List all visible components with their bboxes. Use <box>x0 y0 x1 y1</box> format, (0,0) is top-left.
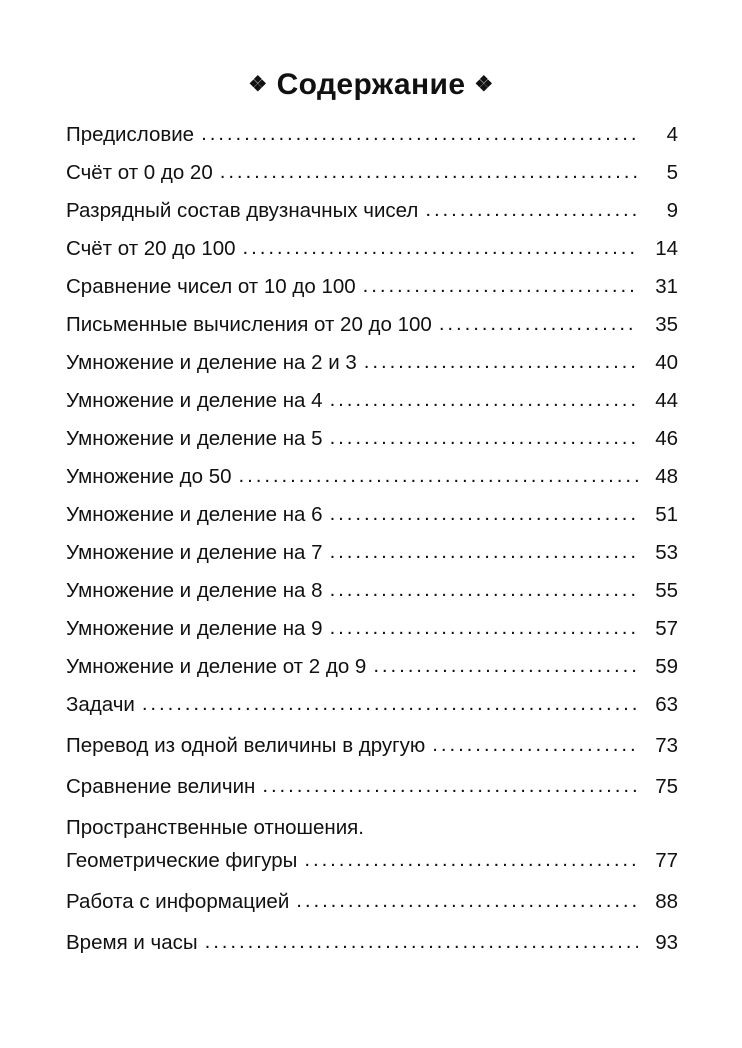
toc-entry[interactable] <box>66 505 678 543</box>
toc-dot-leader <box>243 238 638 259</box>
toc-entry[interactable] <box>66 353 678 391</box>
toc-dot-leader <box>304 850 638 871</box>
toc-dot-leader <box>296 891 638 912</box>
toc-dot-leader <box>330 618 638 639</box>
toc-entry[interactable] <box>66 777 678 818</box>
toc-dot-leader <box>330 542 638 563</box>
toc-dot-leader <box>364 352 638 373</box>
toc-entry-page-number: 63 <box>655 693 678 716</box>
toc-dot-leader <box>432 735 638 756</box>
toc-entry-page-number: 73 <box>655 734 678 757</box>
toc-dot-leader <box>330 580 638 601</box>
toc-dot-leader <box>330 390 638 411</box>
toc-entry-label: Счёт от 20 до 100 <box>66 237 236 260</box>
toc-entry-label: Умножение и деление на 4 <box>66 389 323 412</box>
page-title-text: Содержание <box>276 68 466 101</box>
toc-entry-page-number: 46 <box>655 427 678 450</box>
toc-entry[interactable] <box>66 201 678 239</box>
toc-entry-page-number: 5 <box>666 161 678 184</box>
toc-entry-label: Умножение и деление на 8 <box>66 579 323 602</box>
toc-entry[interactable] <box>66 163 678 201</box>
toc-entry-second-line <box>66 851 678 892</box>
toc-dot-leader <box>363 276 638 297</box>
toc-entry-page-number: 35 <box>655 313 678 336</box>
diamond-ornament-left-icon: ❖ <box>248 73 268 96</box>
toc-entry[interactable] <box>66 619 678 657</box>
toc-entry-page-number: 93 <box>655 931 678 954</box>
toc-dot-leader <box>262 776 638 797</box>
toc-entry-page-number: 4 <box>666 123 678 146</box>
toc-entry-label: Умножение до 50 <box>66 465 232 488</box>
toc-dot-leader <box>201 124 638 145</box>
toc-dot-leader <box>425 200 638 221</box>
toc-dot-leader <box>330 428 638 449</box>
toc-dot-leader <box>439 314 638 335</box>
toc-entry-label: Задачи <box>66 693 135 716</box>
toc-entry-label: Пространственные отношения. <box>66 816 364 839</box>
toc-entry-page-number: 44 <box>655 389 678 412</box>
toc-entry[interactable] <box>66 657 678 695</box>
toc-entry-page-number: 31 <box>655 275 678 298</box>
toc-entry-page-number: 55 <box>655 579 678 602</box>
toc-entry-label-continued: Геометрические фигуры <box>66 849 298 872</box>
toc-entry-label: Перевод из одной величины в другую <box>66 734 426 757</box>
toc-entry[interactable] <box>66 429 678 467</box>
toc-entry[interactable] <box>66 695 678 736</box>
toc-entry-label: Умножение и деление на 9 <box>66 617 323 640</box>
toc-entry-page-number: 9 <box>666 199 678 222</box>
toc-entry-page-number: 59 <box>655 655 678 678</box>
toc-dot-leader <box>239 466 638 487</box>
toc-dot-leader <box>373 656 638 677</box>
toc-entry[interactable] <box>66 818 678 892</box>
toc-entry-label: Умножение и деление на 5 <box>66 427 323 450</box>
toc-entry[interactable] <box>66 467 678 505</box>
toc-entry-page-number: 88 <box>655 890 678 913</box>
toc-entry[interactable] <box>66 543 678 581</box>
toc-entry-label: Умножение и деление на 6 <box>66 503 323 526</box>
toc-entry-page-number: 48 <box>655 465 678 488</box>
toc-entry-page-number: 53 <box>655 541 678 564</box>
toc-entry[interactable] <box>66 315 678 353</box>
table-of-contents-list <box>66 125 678 974</box>
toc-entry[interactable] <box>66 736 678 777</box>
toc-entry-page-number: 75 <box>655 775 678 798</box>
toc-dot-leader <box>220 162 638 183</box>
toc-entry-label: Счёт от 0 до 20 <box>66 161 213 184</box>
toc-entry[interactable] <box>66 892 678 933</box>
toc-dot-leader <box>205 932 638 953</box>
toc-entry-label: Сравнение чисел от 10 до 100 <box>66 275 356 298</box>
toc-entry-label: Умножение и деление от 2 до 9 <box>66 655 367 678</box>
toc-entry-label: Разрядный состав двузначных чисел <box>66 199 419 222</box>
toc-entry-page-number: 77 <box>655 849 678 872</box>
toc-entry[interactable] <box>66 933 678 974</box>
toc-entry-page-number: 57 <box>655 617 678 640</box>
page-title <box>0 68 742 102</box>
toc-entry-page-number: 14 <box>655 237 678 260</box>
toc-entry-label: Время и часы <box>66 931 198 954</box>
toc-dot-leader <box>330 504 638 525</box>
toc-entry-page-number: 51 <box>655 503 678 526</box>
toc-entry-label: Предисловие <box>66 123 195 146</box>
diamond-ornament-right-icon: ❖ <box>474 73 494 96</box>
toc-entry[interactable] <box>66 391 678 429</box>
toc-entry-label: Умножение и деление на 7 <box>66 541 323 564</box>
toc-entry[interactable] <box>66 239 678 277</box>
toc-entry[interactable] <box>66 125 678 163</box>
toc-entry-page-number: 40 <box>655 351 678 374</box>
toc-entry-label: Умножение и деление на 2 и 3 <box>66 351 357 374</box>
toc-entry-label: Письменные вычисления от 20 до 100 <box>66 313 432 336</box>
toc-entry-label: Сравнение величин <box>66 775 256 798</box>
toc-dot-leader <box>142 694 638 715</box>
toc-entry-label: Работа с информацией <box>66 890 290 913</box>
toc-entry[interactable] <box>66 277 678 315</box>
toc-entry[interactable] <box>66 581 678 619</box>
